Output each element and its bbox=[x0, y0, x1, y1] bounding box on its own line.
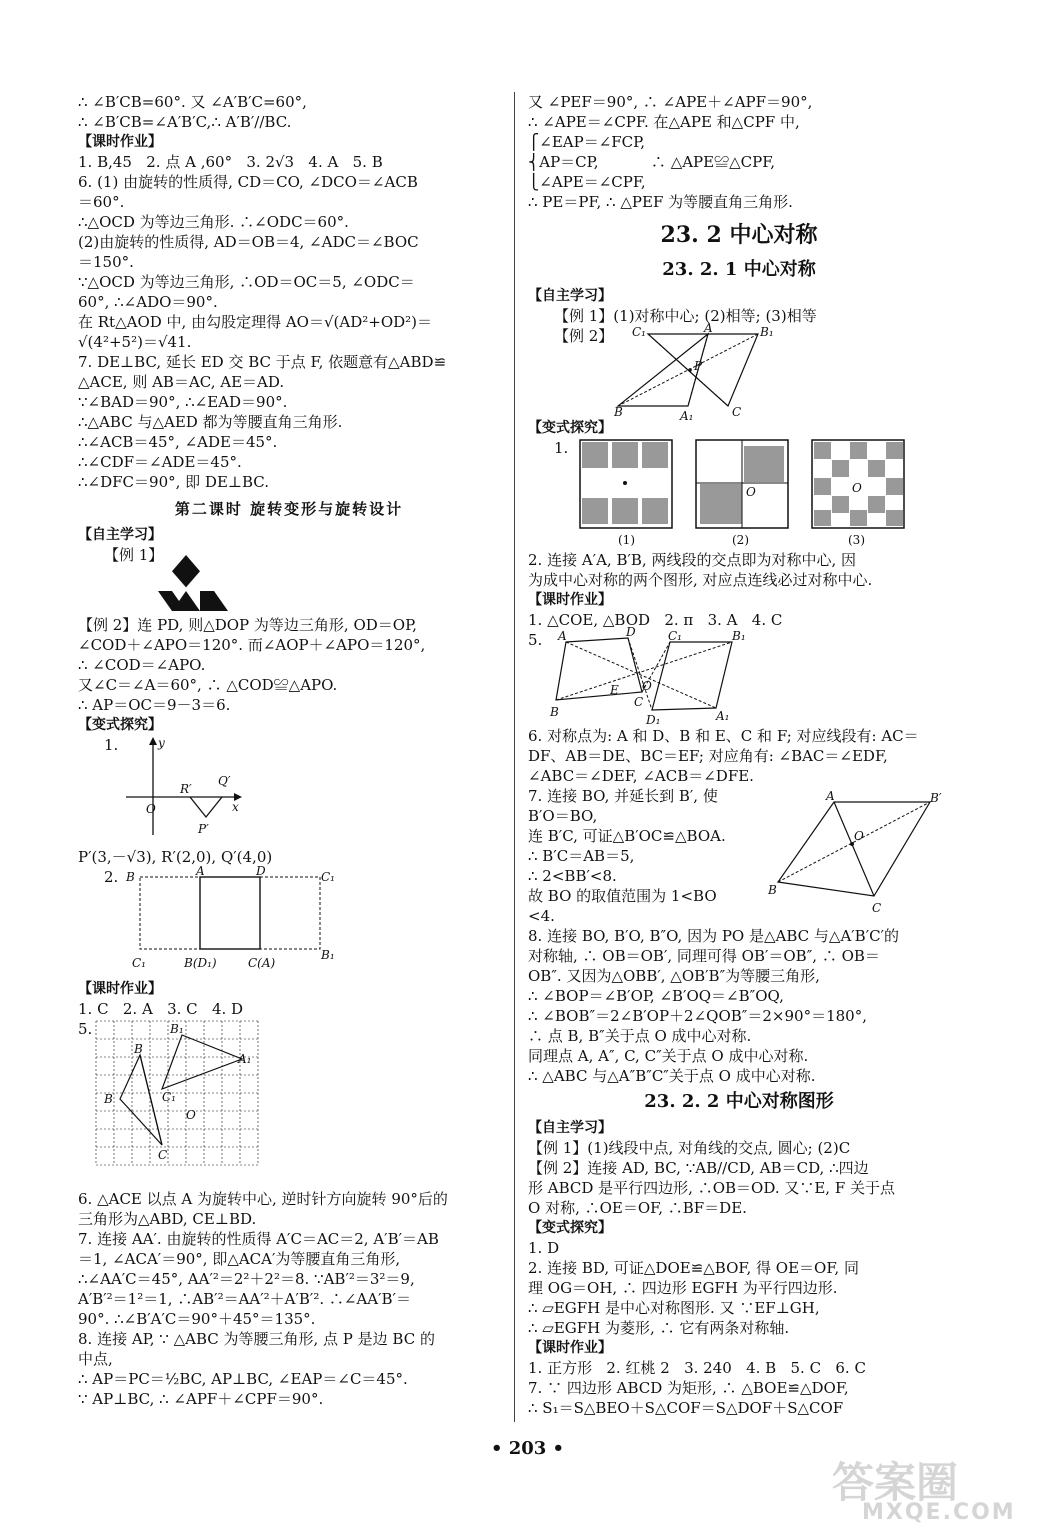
text-line: 【例 2】连接 AD, BC, ∵AB//CD, AB＝CD, ∴四边 bbox=[528, 1159, 869, 1177]
text-line: 1. D bbox=[528, 1239, 560, 1257]
central-symmetry-diagram bbox=[614, 321, 798, 423]
text-line: 2. 连接 BD, 可证△DOE≌△BOF, 得 OE＝OF, 同 bbox=[528, 1259, 859, 1277]
item-number: 1. bbox=[104, 736, 119, 754]
text-line: △ACE, 则 AB＝AC, AE＝AD. bbox=[78, 373, 285, 391]
svg-text:B: B bbox=[550, 705, 559, 719]
section-heading: 【课时作业】 bbox=[78, 981, 162, 997]
svg-text:O: O bbox=[186, 1108, 196, 1122]
coordinate-answer: P′(3,－√3), R′(2,0), Q′(4,0) bbox=[78, 848, 273, 866]
svg-text:C: C bbox=[732, 405, 742, 419]
page-number: • 203 • bbox=[490, 1438, 565, 1459]
text-line: 1. 正方形 2. 红桃 2 3. 240 4. B 5. C 6. C bbox=[528, 1359, 866, 1377]
svg-text:D: D bbox=[626, 625, 636, 639]
paragraph bbox=[528, 926, 950, 1086]
section-heading: 【自主学习】 bbox=[78, 527, 162, 543]
rotation-rectangle-diagram bbox=[118, 864, 378, 979]
paragraph bbox=[528, 1138, 950, 1218]
svg-text:B₁: B₁ bbox=[760, 325, 774, 339]
text-line: 7. 连接 AA′. 由旋转的性质得 A′C＝AC＝2, A′B′＝AB bbox=[78, 1230, 439, 1248]
svg-text:D₁: D₁ bbox=[646, 713, 661, 727]
section-heading: 【自主学习】 bbox=[528, 288, 612, 304]
svg-text:O: O bbox=[642, 679, 652, 693]
watermark-logo: 答案圈 MXQE.COM bbox=[832, 1458, 1016, 1525]
text-line: ∴ ∠BOB″＝2∠B′OP＋2∠QOB″＝2×90°＝180°, bbox=[528, 1007, 867, 1025]
figure-caption: (1) bbox=[618, 533, 635, 547]
section-heading: 【变式探究】 bbox=[528, 1220, 612, 1236]
svg-text:B: B bbox=[134, 1042, 143, 1056]
text-line: ∠ABC＝∠DEF, ∠ACB＝∠DFE. bbox=[528, 767, 754, 785]
grid-rotation-diagram bbox=[92, 1019, 292, 1187]
text-line: 形 ABCD 是平行四边形, ∴OB＝OD. 又∵E, F 关于点 bbox=[528, 1179, 896, 1197]
text-line: ∵∠BAD＝90°, ∴∠EAD＝90°. bbox=[78, 393, 288, 411]
grid-patterns-figure bbox=[528, 438, 950, 550]
q7-block bbox=[528, 786, 950, 926]
svg-text:C: C bbox=[872, 901, 882, 915]
svg-text:B: B bbox=[126, 870, 135, 884]
left-column bbox=[78, 92, 500, 1409]
grid-3 bbox=[812, 440, 904, 528]
svg-text:x: x bbox=[232, 800, 239, 814]
text-line: 7. ∵ 四边形 ABCD 为矩形, ∴ △BOE≌△DOF, bbox=[528, 1379, 849, 1397]
text-line: 又∠C＝∠A＝60°, ∴ △COD≌△APO. bbox=[78, 676, 338, 694]
svg-text:A: A bbox=[558, 629, 567, 643]
grid-figure bbox=[78, 1019, 500, 1189]
text-line: ∴∠AA′C＝45°, AA′²＝2²＋2²＝8. ∵AB′²＝3²＝9, bbox=[78, 1270, 415, 1288]
text-line: ∴ B′C＝AB＝5, bbox=[528, 847, 635, 865]
text-line: ⎨AP＝CP, ∴ △APE≌△CPF, bbox=[528, 153, 776, 171]
svg-text:B′: B′ bbox=[930, 791, 942, 805]
text-line: 理 OG＝OH, ∴ 四边形 EGFH 为平行四边形. bbox=[528, 1279, 838, 1297]
svg-text:O: O bbox=[746, 485, 756, 499]
text-line: ∴ 点 B, B″关于点 O 成中心对称. bbox=[528, 1027, 752, 1045]
text-line: ∵ AP⊥BC, ∴ ∠APF＋∠CPF＝90°. bbox=[78, 1390, 324, 1408]
text-line: OB″. 又因为△OBB′, △OB′B″为等腰三角形, bbox=[528, 967, 820, 985]
section-heading: 【课时作业】 bbox=[528, 1340, 612, 1356]
text-line: ∴ ∠BOP＝∠B′OP, ∠B′OQ＝∠B″OQ, bbox=[528, 987, 784, 1005]
paragraph bbox=[78, 1189, 500, 1409]
svg-text:O: O bbox=[852, 481, 862, 495]
svg-text:R′: R′ bbox=[180, 782, 192, 796]
column-divider bbox=[514, 92, 515, 1422]
svg-text:B₁: B₁ bbox=[321, 948, 335, 962]
svg-text:B₁: B₁ bbox=[170, 1022, 184, 1036]
text-line: ∴ ∠APE＝∠CPF. 在△APE 和△CPF 中, bbox=[528, 113, 800, 131]
text-line: ∴∠DFC＝90°, 即 DE⊥BC. bbox=[78, 473, 270, 491]
three-diamond-logo-figure bbox=[78, 567, 500, 613]
svg-text:C₁: C₁ bbox=[132, 956, 146, 970]
text-line: 60°, ∴∠ADO＝90°. bbox=[78, 293, 218, 311]
text-line: ⎩∠APE＝∠CPF, bbox=[528, 173, 646, 191]
svg-text:P: P bbox=[694, 359, 703, 373]
svg-text:E: E bbox=[610, 683, 619, 697]
text-line: ∴ ∠B′CB=60°. 又 ∠A′B′C=60°, bbox=[78, 93, 307, 111]
paragraph bbox=[528, 726, 950, 786]
text-line: 为成中心对称的两个图形, 对应点连线必过对称中心. bbox=[528, 571, 873, 589]
text-line: 2. 连接 A′A, B′B, 两线段的交点即为对称中心, 因 bbox=[528, 551, 856, 569]
bo-range-diagram bbox=[768, 789, 954, 915]
text-line: 6. 对称点为: A 和 D、B 和 E、C 和 F; 对应线段有: AC＝ bbox=[528, 727, 919, 745]
svg-text:B(D₁): B(D₁) bbox=[184, 956, 217, 970]
text-line: 又 ∠PEF＝90°, ∴ ∠APE＋∠APF＝90°, bbox=[528, 93, 813, 111]
two-parallelograms bbox=[550, 625, 782, 727]
figure-caption: (2) bbox=[732, 533, 749, 547]
text-line: 故 BO 的取值范围为 1<BO bbox=[528, 887, 717, 905]
text-line: B′O＝BO, bbox=[528, 807, 598, 825]
text-line: 7. 连接 BO, 并延长到 B′, 使 bbox=[528, 787, 718, 805]
text-line: (2)由旋转的性质得, AD＝OB＝4, ∠ADC＝∠BOC bbox=[78, 233, 419, 251]
svg-text:P′: P′ bbox=[198, 822, 209, 836]
text-line: 【例 2】连 PD, 则△DOP 为等边三角形, OD＝OP, bbox=[78, 616, 417, 634]
svg-text:A: A bbox=[826, 789, 835, 803]
text-line: ∴ ▱EGFH 为菱形, ∴ 它有两条对称轴. bbox=[528, 1319, 790, 1337]
text-line: 对称轴, ∴ OB＝OB′, 同理可得 OB′＝OB″, ∴ OB＝ bbox=[528, 947, 880, 965]
section-heading: 【变式探究】 bbox=[528, 420, 612, 436]
paragraph bbox=[78, 152, 500, 492]
text-line: ∴ ▱EGFH 是中心对称图形. 又 ∵EF⊥GH, bbox=[528, 1299, 820, 1317]
text-line: ∴ 2<BB′<8. bbox=[528, 867, 617, 885]
text-line: 三角形为△ABD, CE⊥BD. bbox=[78, 1210, 257, 1228]
paragraph bbox=[78, 92, 500, 132]
svg-text:y: y bbox=[158, 736, 165, 750]
text-line: ∴ S₁＝S△BEO＋S△COF＝S△DOF＋S△COF bbox=[528, 1399, 844, 1417]
svg-text:A: A bbox=[196, 864, 205, 878]
subsection-title: 第二课时 旋转变形与旋转设计 bbox=[174, 500, 404, 518]
text-line: ∴ ∠COD＝∠APO. bbox=[78, 656, 206, 674]
text-line: A′B′²＝1²＝1, ∴AB′²＝AA′²＋A′B′². ∴∠AA′B′＝ bbox=[78, 1290, 411, 1308]
svg-text:A₁: A₁ bbox=[238, 1052, 252, 1066]
text-line: 连 B′C, 可证△B′OC≌△BOA. bbox=[528, 827, 726, 845]
text-line: ∴△OCD 为等边三角形. ∴∠ODC＝60°. bbox=[78, 213, 349, 231]
text-line: ＝1, ∠ACA′＝90°, 即△ACA′为等腰直角三角形, bbox=[78, 1250, 401, 1268]
parallelogram-figure bbox=[528, 625, 950, 727]
svg-text:C₁: C₁ bbox=[668, 629, 682, 643]
text-line: 90°. ∴∠B′A′C＝90°＋45°＝135°. bbox=[78, 1310, 316, 1328]
grid-1 bbox=[580, 440, 672, 528]
text-line: DF、AB＝DE、BC＝EF; 对应角有: ∠BAC＝∠EDF, bbox=[528, 747, 888, 765]
answers-line: 1. C 2. A 3. C 4. D bbox=[78, 1000, 244, 1018]
text-line: ∴ PE＝PF, ∴ △PEF 为等腰直角三角形. bbox=[528, 193, 793, 211]
svg-text:D: D bbox=[256, 864, 266, 878]
right-column bbox=[528, 92, 950, 1418]
svg-text:A: A bbox=[704, 321, 713, 335]
paragraph bbox=[78, 615, 500, 715]
svg-text:C(A): C(A) bbox=[248, 956, 276, 970]
text-line: 8. 连接 AP, ∵ △ABC 为等腰三角形, 点 P 是边 BC 的 bbox=[78, 1330, 435, 1348]
svg-text:O: O bbox=[146, 802, 156, 816]
text-line: ∴ △ABC 与△A″B″C″关于点 O 成中心对称. bbox=[528, 1067, 816, 1085]
text-line: 在 Rt△AOD 中, 由勾股定理得 AO＝√(AD²+OD²)＝ bbox=[78, 313, 433, 331]
text-line: ⎧∠EAP＝∠FCP, bbox=[528, 133, 645, 151]
text-line: 中点, bbox=[78, 1350, 113, 1368]
text-line: ∴ AP＝PC＝½BC, AP⊥BC, ∠EAP＝∠C＝45°. bbox=[78, 1370, 408, 1388]
paragraph bbox=[528, 1238, 950, 1338]
text-line: ∴∠CDF＝∠ADE＝45°. bbox=[78, 453, 242, 471]
section-heading: 【课时作业】 bbox=[78, 134, 162, 150]
svg-text:C: C bbox=[634, 695, 644, 709]
example-figure bbox=[528, 321, 950, 423]
answers-line: 1. △COE, △BOD 2. π 3. A 4. C bbox=[528, 611, 783, 629]
subsection-title: 23. 2. 1 中心对称 bbox=[662, 259, 816, 280]
svg-text:C₁: C₁ bbox=[632, 325, 646, 339]
svg-text:B: B bbox=[614, 405, 623, 419]
grid-2 bbox=[696, 440, 788, 528]
text-line: O 对称, ∴OE＝OF, ∴BF＝DE. bbox=[528, 1199, 747, 1217]
item-number: 2. bbox=[104, 868, 119, 886]
text-line: 6. △ACE 以点 A 为旋转中心, 逆时针方向旋转 90°后的 bbox=[78, 1190, 448, 1208]
svg-text:Q′: Q′ bbox=[218, 774, 231, 788]
symmetric-grids bbox=[578, 438, 938, 550]
section-heading: 【自主学习】 bbox=[528, 1120, 612, 1136]
figure-caption: (3) bbox=[848, 533, 865, 547]
text-line: 7. DE⊥BC, 延长 ED 交 BC 于点 F, 依题意有△ABD≌ bbox=[78, 353, 447, 371]
svg-text:A₁: A₁ bbox=[716, 709, 730, 723]
coordinate-figure bbox=[78, 735, 500, 847]
subsection-title: 23. 2. 2 中心对称图形 bbox=[644, 1091, 834, 1112]
text-line: 同理点 A, A″, C, C″关于点 O 成中心对称. bbox=[528, 1047, 809, 1065]
text-line: ＝150°. bbox=[78, 253, 134, 271]
svg-text:B: B bbox=[104, 1092, 113, 1106]
paragraph bbox=[528, 1358, 950, 1418]
svg-text:A₁: A₁ bbox=[680, 409, 694, 423]
svg-text:C₁: C₁ bbox=[162, 1090, 176, 1104]
svg-text:C₁: C₁ bbox=[321, 870, 335, 884]
text-line: √(4²+5²)＝√41. bbox=[78, 333, 192, 351]
svg-text:O: O bbox=[854, 829, 864, 843]
item-number: 5. bbox=[78, 1020, 93, 1038]
example-label: 【例 1】 bbox=[104, 546, 164, 564]
example-label: 【例 2】 bbox=[554, 327, 614, 345]
text-line: ∴△ABC 与△AED 都为等腰直角三角形. bbox=[78, 413, 343, 431]
axes-diagram bbox=[118, 735, 318, 847]
svg-text:B: B bbox=[768, 883, 777, 897]
svg-text:B₁: B₁ bbox=[732, 629, 746, 643]
text-line: ＝60°. bbox=[78, 193, 125, 211]
text-line: 【例 1】(1)线段中点, 对角线的交点, 圆心; (2)C bbox=[528, 1139, 851, 1157]
text-line: 8. 连接 BO, B′O, B″O, 因为 PO 是△ABC 与△A′B′C′的 bbox=[528, 927, 899, 945]
paragraph bbox=[528, 550, 950, 590]
rectangle-figure bbox=[78, 864, 500, 979]
section-title: 23. 2 中心对称 bbox=[660, 222, 818, 248]
text-line: ∠COD＋∠APO＝120°. 而∠AOP＋∠APO＝120°, bbox=[78, 636, 426, 654]
text-line: ∵△OCD 为等边三角形, ∴OD＝OC＝5, ∠ODC＝ bbox=[78, 273, 415, 291]
section-heading: 【变式探究】 bbox=[78, 717, 162, 733]
item-number: 1. bbox=[554, 439, 569, 457]
text-line: ∴ ∠B′CB=∠A′B′C,∴ A′B′//BC. bbox=[78, 113, 292, 131]
section-heading: 【课时作业】 bbox=[528, 592, 612, 608]
svg-text:C: C bbox=[158, 1148, 168, 1162]
paragraph bbox=[528, 92, 950, 212]
text-line: <4. bbox=[528, 907, 555, 925]
item-number: 5. bbox=[528, 631, 543, 649]
text-line: ∴∠ACB＝45°, ∠ADE＝45°. bbox=[78, 433, 278, 451]
text-line: 6. (1) 由旋转的性质得, CD＝CO, ∠DCO＝∠ACB bbox=[78, 173, 418, 191]
text-line: 1. B,45 2. 点 A ,60° 3. 2√3 4. A 5. B bbox=[78, 153, 383, 171]
text-line: ∴ AP＝OC＝9－3＝6. bbox=[78, 696, 231, 714]
example-answer: 【例 1】(1)对称中心; (2)相等; (3)相等 bbox=[554, 307, 817, 325]
